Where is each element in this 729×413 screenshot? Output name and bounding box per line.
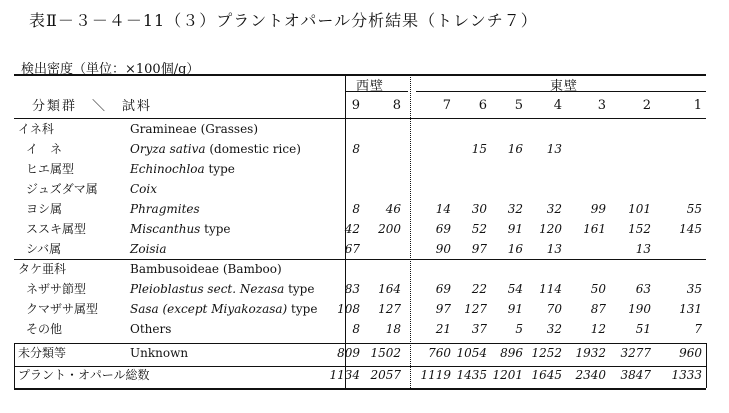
value-cell: 152: [628, 222, 651, 236]
value-cell: 164: [378, 282, 401, 296]
latin-suffix: type: [200, 222, 231, 236]
taxon-name-ja: イ ネ: [26, 142, 63, 156]
value-cell: 67: [344, 242, 360, 256]
value-cell: 35: [686, 282, 702, 296]
value-cell: 1119: [420, 368, 451, 382]
value-cell: 55: [686, 202, 702, 216]
latin-text: Bambusoideae (Bamboo): [130, 262, 282, 276]
page-title: 表Ⅱ－３－４－11（３）プラントオパール分析結果（トレンチ７）: [29, 11, 538, 30]
left-frame-rule: [14, 343, 15, 388]
value-cell: 13: [635, 242, 651, 256]
value-cell: 2340: [575, 368, 606, 382]
sample-header: 5: [514, 98, 523, 113]
unknown-rule: [14, 343, 706, 344]
latin-text: Gramineae (Grasses): [130, 122, 259, 136]
taxon-name-ja: クマザサ属型: [26, 302, 99, 316]
value-cell: 2057: [370, 368, 401, 382]
latin-italic: Phragmites: [130, 202, 200, 216]
value-cell: 1502: [370, 346, 401, 360]
value-cell: 161: [583, 222, 606, 236]
value-cell: 809: [337, 346, 360, 360]
taxon-name-latin: [130, 142, 301, 156]
taxon-name-ja: タケ亜科: [18, 262, 67, 276]
value-cell: 108: [337, 302, 360, 316]
right-frame-rule: [706, 343, 707, 388]
value-cell: 15: [471, 142, 487, 156]
latin-italic: Coix: [130, 182, 158, 196]
value-cell: 1054: [456, 346, 487, 360]
value-cell: 127: [464, 302, 487, 316]
latin-suffix: type: [287, 302, 318, 316]
taxon-name-latin: [130, 282, 314, 296]
value-cell: 12: [590, 322, 606, 336]
latin-italic: Oryza sativa: [130, 142, 206, 156]
latin-italic: Pleioblastus sect. Nezasa: [130, 282, 285, 296]
sample-header: 2: [642, 98, 651, 113]
latin-italic: Miscanthus: [130, 222, 201, 236]
value-cell: 145: [679, 222, 702, 236]
taxon-name-ja: プラント・オパール総数: [18, 368, 150, 382]
taxon-name-latin: [130, 162, 235, 176]
header-bottom-rule: [14, 118, 706, 119]
value-cell: 63: [635, 282, 651, 296]
sample-header: 6: [478, 98, 487, 113]
value-cell: 21: [435, 322, 451, 336]
value-cell: 97: [471, 242, 487, 256]
west-wall-label: 西壁: [356, 79, 385, 94]
value-cell: 1333: [671, 368, 702, 382]
value-cell: 1645: [531, 368, 562, 382]
value-cell: 1201: [492, 368, 523, 382]
taxon-name-ja: ネザサ節型: [26, 282, 87, 296]
latin-italic: Sasa (except Miyakozasa): [130, 302, 288, 316]
value-cell: 32: [546, 322, 562, 336]
taxon-name-latin: [130, 242, 167, 256]
value-cell: 69: [435, 222, 451, 236]
results-table: [14, 74, 706, 384]
sample-header: 9: [351, 98, 360, 113]
taxon-name-ja: ヒエ属型: [26, 162, 75, 176]
value-cell: 51: [635, 322, 651, 336]
taxon-name-ja: シバ属: [26, 242, 62, 256]
bamboo-group-rule: [14, 259, 706, 260]
latin-italic: Zoisia: [130, 242, 167, 256]
value-cell: 3277: [620, 346, 651, 360]
value-cell: 760: [428, 346, 451, 360]
value-cell: 22: [471, 282, 487, 296]
value-cell: 52: [471, 222, 487, 236]
taxon-name-ja: 未分類等: [18, 346, 67, 360]
value-cell: 91: [507, 302, 523, 316]
latin-suffix: type: [284, 282, 315, 296]
value-cell: 7: [694, 322, 702, 336]
value-cell: 32: [507, 202, 523, 216]
taxon-name-ja: イネ科: [18, 122, 54, 136]
value-cell: 91: [507, 222, 523, 236]
sample-header: 8: [392, 98, 401, 113]
value-cell: 50: [590, 282, 606, 296]
label-column-rule: [345, 74, 346, 388]
value-cell: 16: [507, 142, 523, 156]
value-cell: 114: [539, 282, 562, 296]
value-cell: 131: [679, 302, 702, 316]
value-cell: 54: [507, 282, 523, 296]
sample-header: 4: [553, 98, 562, 113]
value-cell: 69: [435, 282, 451, 296]
value-cell: 83: [344, 282, 360, 296]
taxon-name-ja: ジュズダマ属: [26, 182, 98, 196]
taxon-name-latin: [130, 346, 188, 360]
taxon-name-ja: その他: [26, 322, 63, 336]
taxon-name-ja: ススキ属型: [26, 222, 87, 236]
value-cell: 127: [378, 302, 401, 316]
value-cell: 1252: [531, 346, 562, 360]
sample-header: 7: [442, 98, 451, 113]
value-cell: 42: [344, 222, 360, 236]
row-label-header: 分類群 ＼ 試料: [32, 99, 153, 114]
value-cell: 16: [507, 242, 523, 256]
value-cell: 30: [471, 202, 487, 216]
value-cell: 8: [352, 142, 360, 156]
value-cell: 8: [352, 202, 360, 216]
sample-header: 3: [597, 98, 606, 113]
value-cell: 87: [590, 302, 606, 316]
value-cell: 18: [385, 322, 401, 336]
value-cell: 200: [378, 222, 401, 236]
east-wall-label: 東壁: [550, 79, 579, 94]
value-cell: 37: [471, 322, 487, 336]
latin-italic: Echinochloa: [130, 162, 205, 176]
taxon-name-latin: [130, 202, 200, 216]
value-cell: 70: [546, 302, 562, 316]
value-cell: 13: [546, 142, 562, 156]
value-cell: 8: [352, 322, 360, 336]
taxon-name-ja: ヨシ属: [26, 202, 63, 216]
taxon-name-latin: [130, 222, 231, 236]
taxon-name-latin: [130, 322, 171, 336]
table-bottom-rule: [14, 388, 706, 390]
value-cell: 46: [385, 202, 401, 216]
value-cell: 99: [590, 202, 606, 216]
value-cell: 101: [628, 202, 651, 216]
value-cell: 90: [435, 242, 451, 256]
value-cell: 3847: [620, 368, 651, 382]
taxon-name-latin: [130, 122, 258, 136]
latin-suffix: type: [204, 162, 235, 176]
latin-text: Others: [130, 322, 172, 336]
value-cell: 120: [539, 222, 562, 236]
value-cell: 13: [546, 242, 562, 256]
value-cell: 896: [500, 346, 523, 360]
value-cell: 14: [435, 202, 451, 216]
total-rule: [14, 366, 706, 367]
value-cell: 1435: [456, 368, 487, 382]
taxon-name-latin: [130, 302, 317, 316]
latin-suffix: (domestic rice): [205, 142, 301, 156]
value-cell: 5: [515, 322, 523, 336]
value-cell: 1932: [575, 346, 606, 360]
value-cell: 960: [679, 346, 702, 360]
latin-text: Unknown: [130, 346, 189, 360]
taxon-name-latin: [130, 182, 157, 196]
value-cell: 32: [546, 202, 562, 216]
value-cell: 97: [435, 302, 451, 316]
value-cell: 1134: [329, 368, 360, 382]
taxon-name-latin: [130, 262, 282, 276]
wall-separator-rule: [410, 74, 411, 388]
sample-header: 1: [693, 98, 702, 113]
unit-caption: 検出密度（単位：×100個/g）: [21, 62, 200, 77]
value-cell: 190: [628, 302, 651, 316]
